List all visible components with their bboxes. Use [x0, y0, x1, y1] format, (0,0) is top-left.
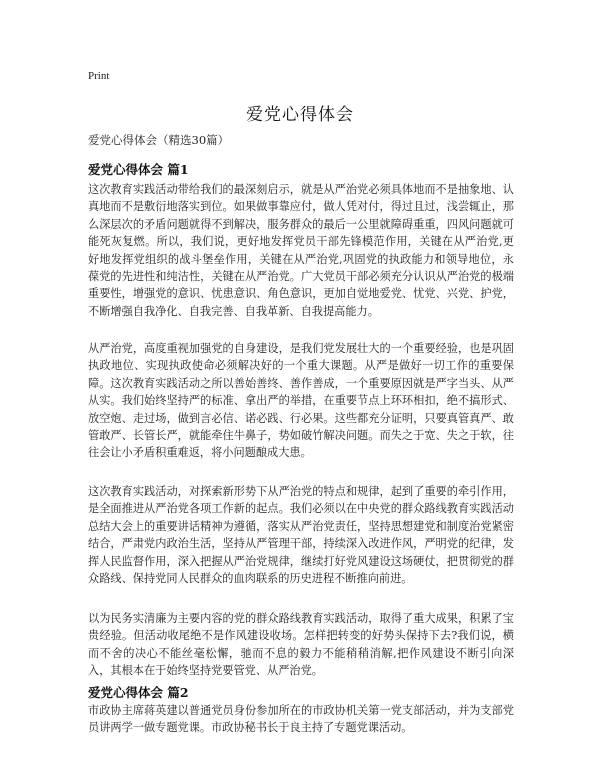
section-heading: 爱党心得体会 篇2 [88, 685, 189, 700]
paragraph: 从严治党，高度重视加强党的自身建设，是我们党发展壮大的一个重要经验，也是巩固执政地位、实现执政使命必须解决好的一个重大课题。从严是做好一切工作的重要保障。这次教育实践活动之所以善始善终、善作善成，一个重要原因就是严字当头、从严从实。我们始终坚持严的标准、拿出严的举措，在重要节点上环环相扣，绝不搞形式、放空炮、走过场，做到言必信、诺必践、行必果。这些都充分证明，只要真管真严、敢管敢严、长管长严，就能牵住牛鼻子，势如破竹解决问题。而失之于宽、失之于软，往往会让小矛盾积重难返，将小问题酿成大患。 [88, 342, 514, 460]
print-link[interactable]: Print [88, 70, 110, 82]
document-subtitle: 爱党心得体会（精选30篇） [88, 133, 230, 147]
section-heading: 爱党心得体会 篇1 [88, 162, 189, 177]
paragraph: 这次教育实践活动，对探索新形势下从严治党的特点和规律，起到了重要的牵引作用，是全面推进从严治党各项工作新的起点。我们必须以在中央党的群众路线教育实践活动总结大会上的重要讲话精神为遵循，落实从严治党责任，坚持思想建党和制度治党紧密结合，严肃党内政治生活，坚持从严管理干部，持续深入改进作风，严明党的纪律，发挥人民监督作用，深入把握从严治党规律，继续打好党风建设这场硬仗，把贯彻党的群众路线、保持党同人民群众的血肉联系的历史进程不断推向前进。 [88, 485, 514, 586]
paragraph: 这次教育实践活动带给我们的最深刻启示，就是从严治党必须具体地而不是抽象地、认真地而不是敷衍地落实到位。如果做事靠应付，做人凭对付，得过且过，浅尝辄止，那么深层次的矛盾问题就得不到解决，服务群众的最后一公里就障碍重重，四风问题就可能死灰复燃。所以，我们说，更好地发挥党员干部先锋模范作用，关键在从严治党,更好地发挥党组织的战斗堡垒作用，关键在从严治党,巩固党的执政能力和领导地位，永葆党的先进性和纯洁性，关键在从严治党。广大党员干部必须充分认识从严治党的极端重要性，增强党的意识、忧患意识、角色意识，更加自觉地爱党、忧党、兴党、护党，不断增强自我净化、自我完善、自我革新、自我提高能力。 [88, 183, 514, 318]
page-title: 爱党心得体会 [246, 105, 354, 125]
paragraph: 市政协主席蒋英建以普通党员身份参加所在的市政协机关第一党支部活动，并为支部党员讲两学一做专题党课。市政协秘书长于良主持了专题党课活动。 [88, 704, 514, 735]
paragraph: 以为民务实清廉为主要内容的党的群众路线教育实践活动，取得了重大成果，积累了宝贵经验。但活动收尾绝不是作风建设收场。怎样把转变的好势头保持下去?我们说，横而不舍的决心不能丝毫松懈，驰而不息的毅力不能稍稍消解,把作风建设不断引向深入，其根本在于始终坚持党要管党、从严治党。 [88, 612, 514, 678]
